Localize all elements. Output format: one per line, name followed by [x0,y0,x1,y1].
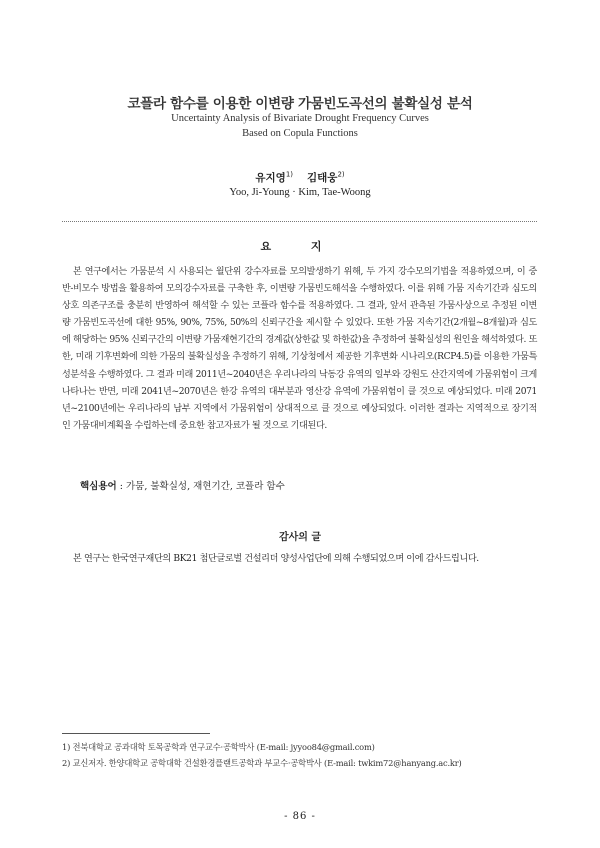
author-affiliation-mark: 1) [285,170,293,179]
abstract-body: 본 연구에서는 가뭄분석 시 사용되는 월단위 강수자료를 모의발생하기 위해, 두 가지 강수모의기법을 적용하였으며, 이 중 반-비모수 방법을 활용하여 모의강수자료를 구축한 후, 이변량 가뭄빈도해석을 수행하였다. 이를 위해 가뭄 지속기간과 심도의 상호 의존구조를 충분히 반영하여 해석할 수 있는 코플라 함수를 적용하였다. 그 결과, 앞서 관측된 가뭄사상으로 추정된 이변량 가뭄빈도곡선에 대한 95%, 90%, 75%, 50%의 신뢰구간을 제시할 수 있었다. 또한 가뭄 지속기간(2개월~8개월)과 심도에 해당하는 95% 신뢰구간의 이변량 가뭄재현기간의 경계값(상한값 및 하한값)을 추정하여 불확실성의 원인을 해석하였다. 또한, 미래 기후변화에 의한 가뭄의 불확실성을 추정하기 위해, 기상청에서 제공한 기후변화 시나리오(RCP4.5)를 이용한 가뭄특성분석을 수행하였다. 그 결과 미래 2011년~2040년은 우리나라의 낙동강 유역의 일부와 강원도 산간지역에 가뭄위험이 크게 나타나는 반면, 미래 2041년~2070년은 한강 유역의 대부분과 영산강 유역에 가뭄위험이 클 것으로 예상되었다. 미래 2071년~2100년에는 우리나라의 남부 지역에서 가뭄위험이 상대적으로 클 것으로 예상되었다. 이러한 결과는 지역적으로 장기적인 가뭄대비계획을 수립하는데 중요한 참고자료가 될 것으로 기대된다. [62,267,537,431]
paper-title-korean: 코플라 함수를 이용한 이변량 가뭄빈도곡선의 불확실성 분석 [127,96,473,112]
section-divider [62,221,537,222]
paper-title-english-line1: Uncertainty Analysis of Bivariate Drought Frequency Curves [171,113,429,124]
abstract-heading: 요 지 [260,240,340,253]
keywords-separator: : [116,481,126,492]
keywords-label: 핵심용어 [80,481,117,492]
authors-english: Yoo, Ji-Young · Kim, Tae-Woong [229,187,371,198]
keywords [80,478,540,492]
footnote: 1) 전북대학교 공과대학 토목공학과 연구교수·공학박사 (E-mail: jyyoo84@gmail.com) [62,742,375,752]
author-affiliation-mark: 2) [337,170,345,179]
keywords-list: 가뭄, 불확실성, 재현기간, 코플라 함수 [125,481,285,492]
acknowledgement-body: 본 연구는 한국연구재단의 BK21 첨단글로벌 건설리더 양성사업단에 의해 수행되었으며 이에 감사드립니다. [73,554,479,564]
paper-title-english-line2: Based on Copula Functions [242,128,358,139]
author-name: 유지영 [255,172,286,184]
page-number: - 86 - [284,811,316,822]
authors-korean [0,170,600,185]
acknowledgement-heading: 감사의 글 [278,532,322,543]
footnote: 2) 교신저자. 한양대학교 공학대학 건설환경플랜트공학과 부교수·공학박사 (E-mail: twkim72@hanyang.ac.kr) [62,758,462,768]
author-name: 김태웅 [307,172,338,184]
footnote-divider [62,733,210,734]
